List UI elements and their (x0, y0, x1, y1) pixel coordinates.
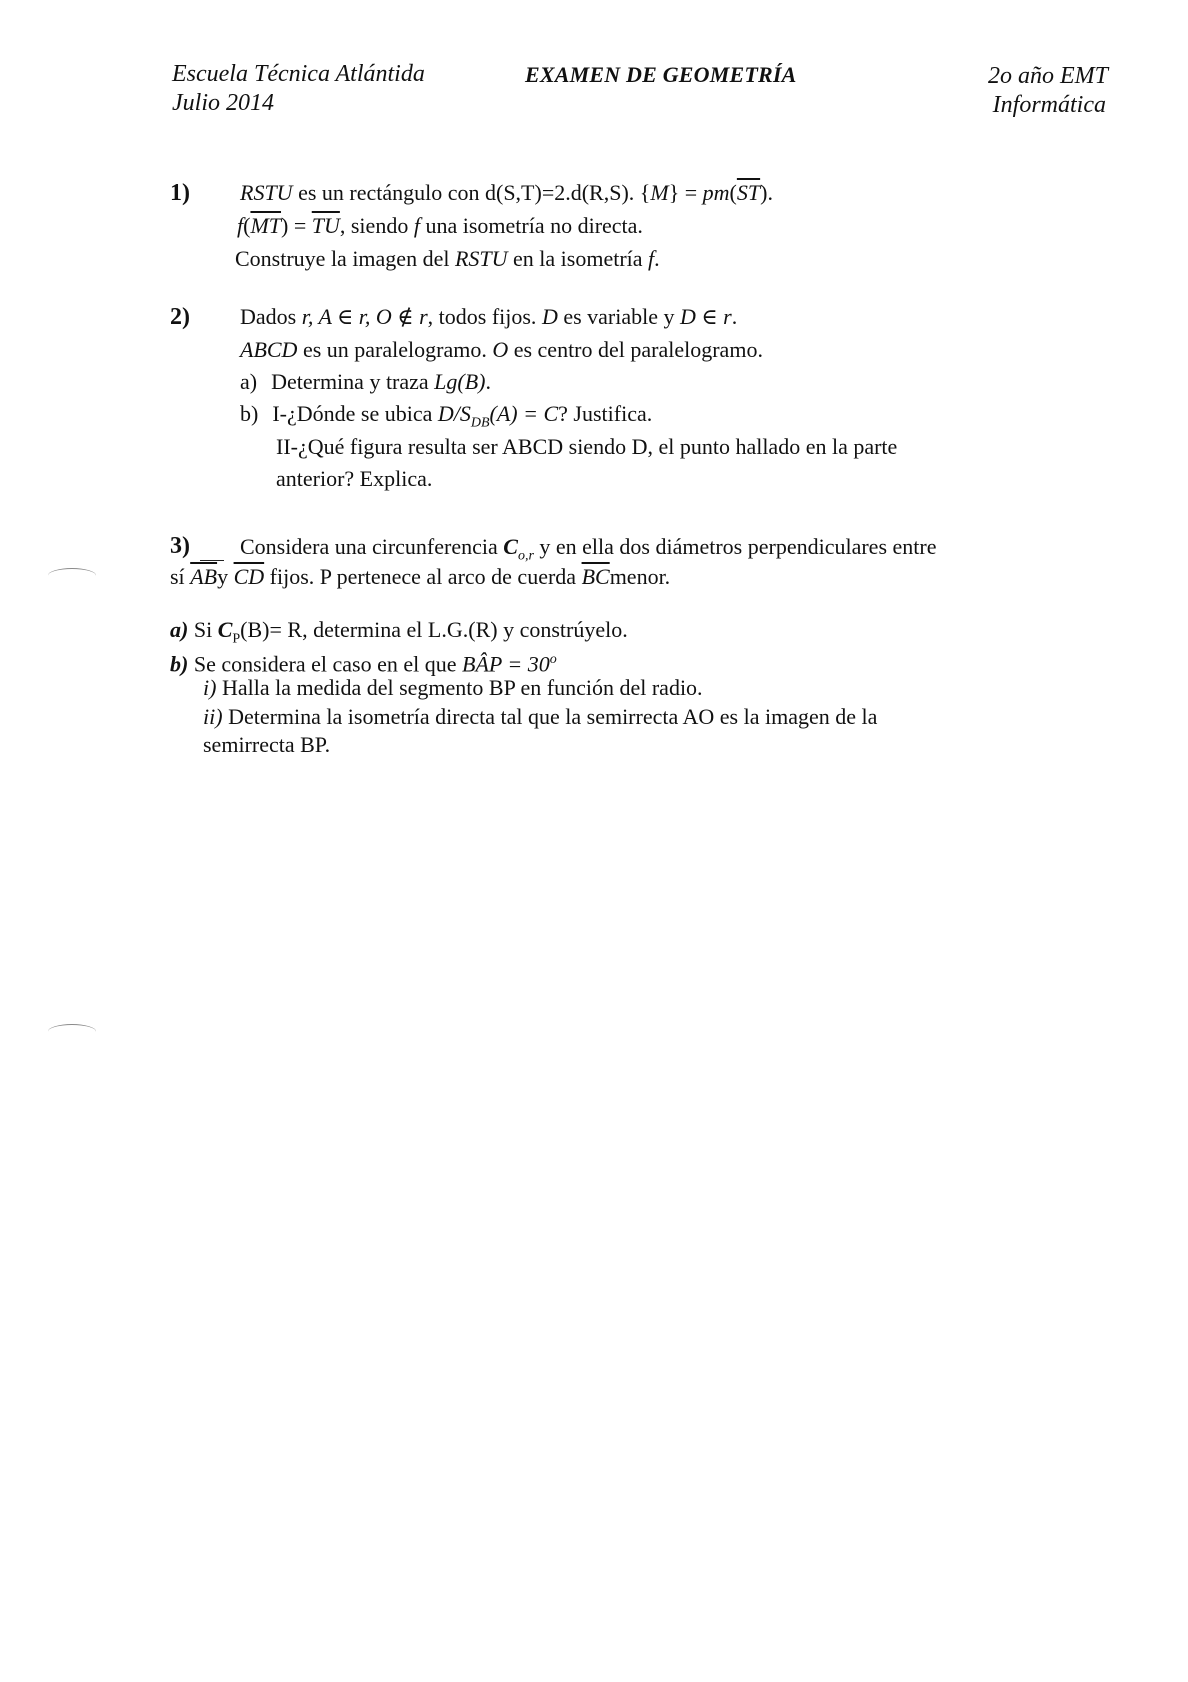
question-3-part-a: a) Si $C_P(B)= R$, determina el L.G.(R) y constrúyelo. (170, 617, 628, 647)
rstu: RSTU (240, 180, 293, 205)
question-3-part-b-ii-cont: semirrecta BP. (203, 732, 331, 757)
school-name: Escuela Técnica Atlántida (172, 61, 425, 87)
question-3-line-1: Considera una circunferencia $C_{o,r}$ y en ella dos diámetros perpendiculares entre (240, 534, 937, 564)
ray-tu: $\overline{TU}$ (311, 213, 340, 238)
question-2-part-b: b) I-¿Dónde se ubica $D/S_{DB}(A) = C$? Justifica. (240, 401, 653, 431)
question-2-line-1: Dados r, A ∈ r, O ∉ r, todos fijos. D es variable y D ∈ r. (240, 304, 738, 329)
question-2-part-b-ii-line-2: anterior? Explica. (276, 466, 433, 491)
course: Informática (992, 92, 1106, 118)
question-3-part-b-i: i) Halla la medida del segmento BP en función del radio. (203, 675, 703, 700)
question-2-number: 2) (170, 304, 190, 330)
question-2-part-b-ii-line-1: II-¿Qué figura resulta ser ABCD siendo D, el punto hallado en la parte (276, 434, 898, 459)
question-3-underline (200, 560, 224, 561)
grade: 2o año EMT (988, 63, 1108, 89)
question-3-part-b: b) Se considera el caso en el que BÂP = $30^o$ (170, 651, 557, 677)
question-1-number: 1) (170, 180, 190, 206)
question-1-line-3: Construye la imagen del RSTU en la isometría f. (235, 246, 660, 271)
question-3-line-2: sí $\overline{AB}y$ $\overline{CD}$ fijos. P pertenece al arco de cuerda $\overline{BC}menor$. (170, 564, 671, 589)
question-2-line-2: ABCD es un paralelogramo. O es centro del paralelogramo. (240, 337, 763, 362)
exam-date: Julio 2014 (172, 90, 274, 116)
question-1-line-1: RSTU es un rectángulo con d(S,T)=2.d(R,S). $\{M\} = pm(\overline{ST})$. (240, 180, 773, 205)
chord-bc: $\overline{BC}$ (581, 564, 610, 589)
diameter-ab: $\overline{AB}$ (190, 564, 218, 589)
diameter-cd: $\overline{CD}$ (233, 564, 265, 589)
question-1-line-2: $f(\overline{MT}) = \overline{TU}$, siendo f una isometría no directa. (237, 213, 643, 238)
segment-mt: $\overline{MT}$ (250, 213, 282, 238)
exam-title: EXAMEN DE GEOMETRÍA (525, 62, 797, 87)
punch-hole-mark-bottom (48, 1024, 96, 1039)
question-2-part-a: a) Determina y traza Lg(B). (240, 369, 491, 394)
line-st: $\overline{ST}$ (736, 180, 761, 205)
question-3-part-b-ii: ii) Determina la isometría directa tal que la semirrecta AO es la imagen de la (203, 704, 878, 729)
punch-hole-mark-top (48, 568, 96, 583)
question-3-number: 3) (170, 533, 190, 559)
